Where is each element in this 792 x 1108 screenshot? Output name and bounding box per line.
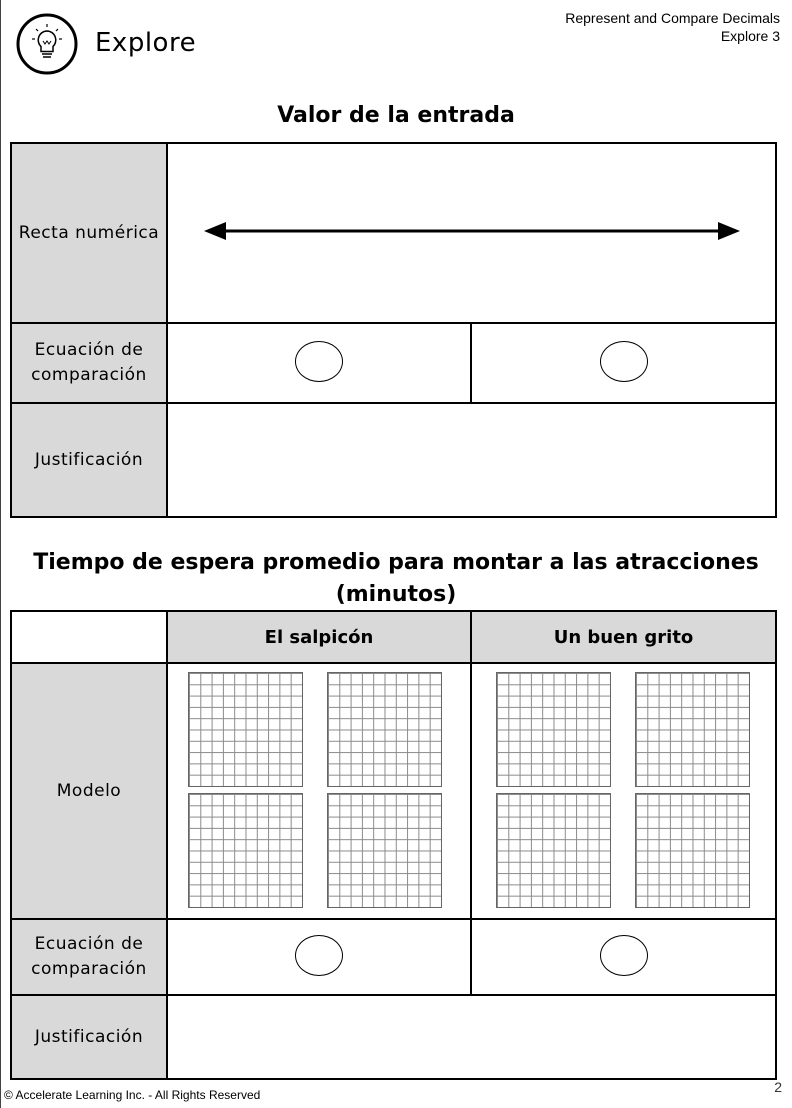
comparison-cell-right[interactable] <box>471 323 776 403</box>
section2-table <box>10 610 777 1080</box>
justification-cell[interactable] <box>167 403 776 517</box>
hundreds-grid[interactable] <box>496 672 611 787</box>
hundreds-grid[interactable] <box>188 793 303 908</box>
course-title: Represent and Compare Decimals <box>565 10 780 26</box>
hundreds-grid[interactable] <box>327 672 442 787</box>
number-line-cell[interactable] <box>167 143 776 323</box>
lesson-label: Explore 3 <box>720 28 780 44</box>
justification-cell-2[interactable] <box>167 995 776 1079</box>
row-label-justification-2: Justificación <box>11 995 167 1079</box>
comparison-cell-left[interactable] <box>167 323 471 403</box>
hundreds-grid[interactable] <box>188 672 303 787</box>
model-cell-salpicon[interactable] <box>167 663 471 919</box>
comparison-symbol-circle[interactable] <box>295 341 343 382</box>
number-line-row <box>11 143 776 323</box>
lightbulb-icon <box>16 13 78 75</box>
number-line-arrow <box>202 216 742 246</box>
corner-cell <box>11 611 167 663</box>
row-label-justification: Justificación <box>11 403 167 517</box>
section1-title: Valor de la entrada <box>277 103 515 128</box>
hundreds-grid[interactable] <box>635 793 750 908</box>
row-label-model: Modelo <box>11 663 167 919</box>
row-label-number-line: Recta numérica <box>11 143 167 323</box>
model-row <box>11 663 776 919</box>
justification-row-2 <box>11 995 776 1079</box>
row-label-comparison-2: Ecuación de comparación <box>11 919 167 995</box>
page-number: 2 <box>774 1079 782 1095</box>
comparison-row <box>11 323 776 403</box>
comparison-cell-buen-grito[interactable] <box>471 919 776 995</box>
row-label-comparison: Ecuación de comparación <box>11 323 167 403</box>
hundreds-grid[interactable] <box>635 672 750 787</box>
explore-label: Explore <box>95 28 197 58</box>
comparison-symbol-circle[interactable] <box>600 341 648 382</box>
model-cell-buen-grito[interactable] <box>471 663 776 919</box>
comparison-cell-salpicon[interactable] <box>167 919 471 995</box>
section2-title: Tiempo de espera promedio para montar a las atracciones (minutos) <box>33 550 759 607</box>
comparison-symbol-circle[interactable] <box>600 935 648 976</box>
justification-row <box>11 403 776 517</box>
header-right <box>565 9 780 45</box>
column-header-buen-grito: Un buen grito <box>471 611 776 663</box>
column-header-salpicon: El salpicón <box>167 611 471 663</box>
copyright-footer: © Accelerate Learning Inc. - All Rights Reserved <box>4 1088 261 1102</box>
comparison-symbol-circle[interactable] <box>295 935 343 976</box>
comparison-row-2 <box>11 919 776 995</box>
section1-table <box>10 142 777 518</box>
hundreds-grid[interactable] <box>496 793 611 908</box>
hundreds-grid[interactable] <box>327 793 442 908</box>
column-header-row <box>11 611 776 663</box>
